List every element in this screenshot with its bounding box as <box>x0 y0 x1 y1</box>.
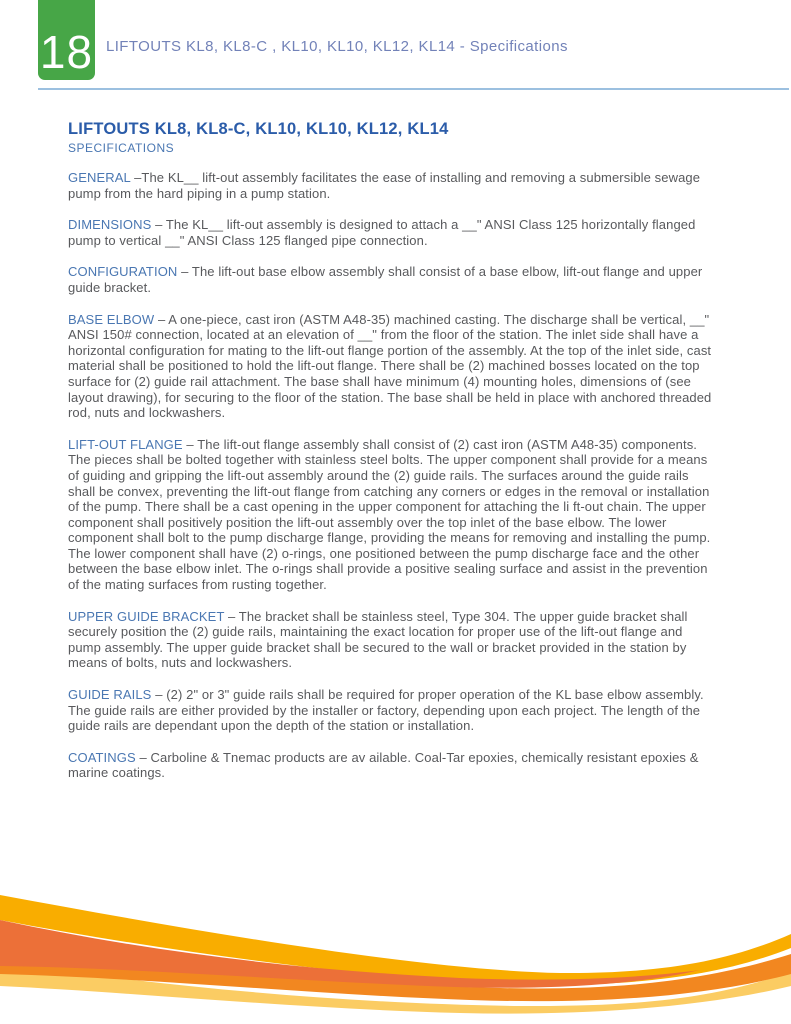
spec-section-paragraph <box>68 437 718 593</box>
spec-section-label: COATINGS <box>68 749 136 765</box>
spec-section-label: CONFIGURATION <box>68 264 178 280</box>
spec-section-text: – The lift-out base elbow assembly shall consist of a base elbow, lift-out flange and upper guide bracket. <box>68 264 703 295</box>
page-number-badge <box>38 0 95 80</box>
spec-section-paragraph <box>68 609 718 671</box>
document-content <box>0 90 791 781</box>
document-subtitle: SPECIFICATIONS <box>68 141 175 155</box>
swoosh-pale-yellow-ribbon <box>0 962 791 1014</box>
spec-section-text: –The KL__ lift-out assembly facilitates the ease of installing and removing a submersible sewage pump from the hard piping in a pump station. <box>68 170 701 201</box>
spec-section-label: UPPER GUIDE BRACKET <box>68 608 225 624</box>
spec-section-paragraph <box>68 750 718 781</box>
spec-section-paragraph <box>68 170 718 201</box>
footer-swoosh-graphic <box>0 874 791 1024</box>
spec-section-paragraph <box>68 312 718 421</box>
spec-section-label: GUIDE RAILS <box>68 687 152 703</box>
document-title: LIFTOUTS KL8, KL8-C, KL10, KL10, KL12, KL14 <box>68 120 449 138</box>
spec-section-text: – The bracket shall be stainless steel, Type 304. The upper guide bracket shall securely position the (2) guide rails, maintaining the exact location for proper use of the lift-out flange and pump assembly. The upper guide bracket shall be secured to the wall or bracket provided in the station by means of bolts, nuts and lockwashers. <box>68 608 688 671</box>
spec-section-paragraph <box>68 217 718 248</box>
spec-section-label: BASE ELBOW <box>68 311 155 327</box>
spec-section-label: LIFT-OUT FLANGE <box>68 436 183 452</box>
swoosh-red-orange-ribbon <box>0 920 700 988</box>
spec-section-paragraph <box>68 264 718 295</box>
spec-section-label: DIMENSIONS <box>68 217 152 233</box>
spec-section-text: – (2) 2" or 3" guide rails shall be required for proper operation of the KL base elbow assembly. The guide rails are either provided by the installer or factory, depending upon each project. The length of the guide rails are dependant upon the depth of the station or installation. <box>68 687 704 734</box>
spec-section-label: GENERAL <box>68 170 131 185</box>
spec-section-text: – A one-piece, cast iron (ASTM A48-35) machined casting. The discharge shall be vertical, __" ANSI 150# connection, located at an elevation of __" from the floor of the station. The inlet side shall have a horizontal configuration for mating to the lift-out flange portion of the assembly. At the top of the inlet side, cast material shall be positioned to hold the lift-out flange. There shall be (2) machined bosses located on the top surface for (2) guide rail attachment. The base shall have minimum (4) mounting holes, dimensions of (see layout drawing), for securing to the floor of the station. The base shall be held in place with anchored threaded rod, nuts and lockwashers. <box>68 311 712 421</box>
spec-section-text: – The lift-out flange assembly shall consist of (2) cast iron (ASTM A48-35) components. The pieces shall be bolted together with stainless steel bolts. The upper component shall provide for a means of guiding and gripping the lift-out assembly around the (2) guide rails. The surfaces around the guide rails shall be convex, preventing the lift-out flange from catching any corners or edges in the removal or installation of the pump. There shall be a cast opening in the upper component for attaching the li ft-out chain. The upper component shall positively position the lift-out assembly over the top inlet of the base elbow. The lower component shall bolt to the pump discharge flange, providing the means for removing and installing the pump. The lower component shall have (2) o-rings, one positioned between the pump discharge face and the other between the base elbow inlet. The o-rings shall provide a positive sealing surface and assist in the prevention of the mating surfaces from rusting together. <box>68 436 711 593</box>
spec-section-text: – Carboline & Tnemac products are av ailable. Coal-Tar epoxies, chemically resistant epoxies & marine coatings. <box>68 749 699 781</box>
spec-section-paragraph <box>68 687 718 734</box>
spec-section-text: – The KL__ lift-out assembly is designed to attach a __" ANSI Class 125 horizontally flanged pump to vertical __" ANSI Class 125 flanged pipe connection. <box>68 217 696 248</box>
swoosh-orange-ribbon <box>0 934 791 1001</box>
header-title: LIFTOUTS KL8, KL8-C , KL10, KL10, KL12, KL14 - Specifications <box>106 38 568 55</box>
swoosh-gold-ribbon <box>0 895 791 985</box>
page-header <box>0 0 791 88</box>
page-number: 18 <box>39 26 94 78</box>
specification-sections <box>68 170 718 781</box>
